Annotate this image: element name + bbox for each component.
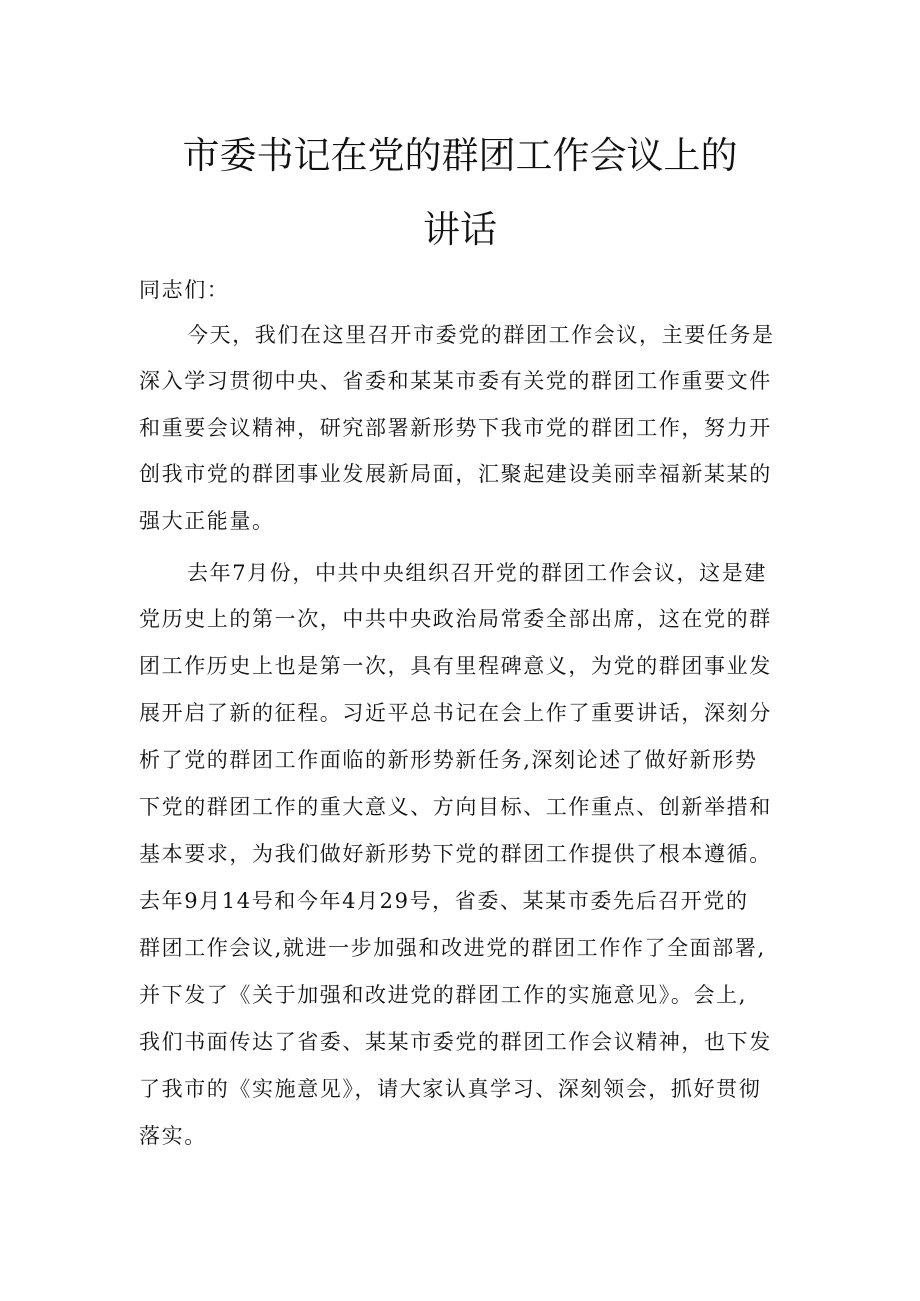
body-line: 落实。	[139, 1124, 207, 1148]
body-line: 创我市党的群团事业发展新局面，汇聚起建设美丽幸福新某某的	[139, 462, 772, 486]
body-line: 党历史上的第一次，中共中央政治局常委全部出席，这在党的群	[139, 607, 772, 631]
salutation: 同志们：	[139, 278, 230, 302]
document-title-line-2: 讲话	[423, 208, 497, 251]
body-line: 去年9月14号和今年4月29号，省委、某某市委先后召开党的	[139, 889, 749, 913]
body-line: 下党的群团工作的重大意义、方向目标、工作重点、创新举措和	[139, 795, 772, 819]
body-line: 析了党的群团工作面临的新形势新任务,深刻论述了做好新形势	[139, 748, 758, 772]
body-line: 并下发了《关于加强和改进党的群团工作的实施意见》。会上,	[139, 983, 747, 1007]
body-line: 去年7月份，中共中央组织召开党的群团工作会议，这是建	[187, 561, 767, 585]
body-line: 今天，我们在这里召开市委党的群团工作会议，主要任务是	[187, 323, 775, 347]
body-line: 了我市的《实施意见》，请大家认真学习、深刻领会，抓好贯彻	[139, 1077, 762, 1101]
body-line: 深入学习贯彻中央、省委和某某市委有关党的群团工作重要文件	[139, 369, 772, 393]
body-line: 我们书面传达了省委、某某市委党的群团工作会议精神，也下发	[139, 1030, 772, 1054]
body-line: 展开启了新的征程。习近平总书记在会上作了重要讲话，深刻分	[139, 701, 772, 725]
body-line: 强大正能量。	[139, 509, 275, 533]
body-line: 群团工作会议,就进一步加强和改进党的群团工作作了全面部署,	[139, 936, 766, 960]
document-title-line-1: 市委书记在党的群团工作会议上的	[182, 134, 738, 177]
body-line: 团工作历史上也是第一次，具有里程碑意义，为党的群团事业发	[139, 654, 772, 678]
body-line: 基本要求，为我们做好新形势下党的群团工作提供了根本遵循。	[139, 842, 772, 866]
body-line: 和重要会议精神，研究部署新形势下我市党的群团工作，努力开	[139, 416, 772, 440]
